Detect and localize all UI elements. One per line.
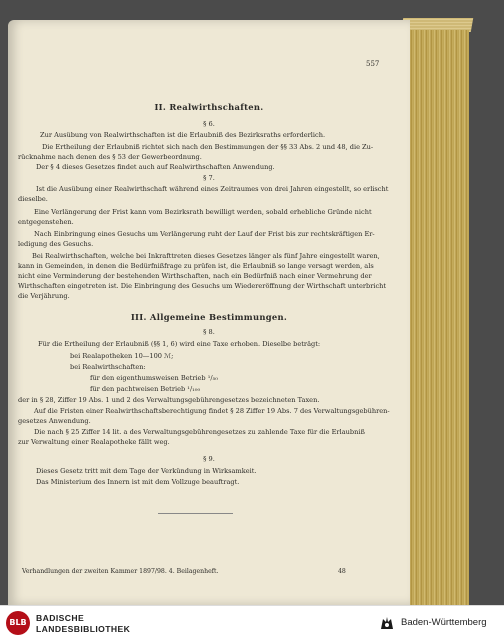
paragraph-number-6: § 6. xyxy=(203,120,215,128)
p7-line: die Verjährung. xyxy=(18,292,70,300)
p8-line: Für die Ertheilung der Erlaubniß (§§ 1, 6) wird eine Taxe erhoben. Dieselbe beträgt: xyxy=(38,340,321,348)
p8-line: Die nach § 25 Ziffer 14 lit. a des Verwaltungsgebührengesetzes zu zahlende Taxe für die Erlaubniß xyxy=(34,428,365,436)
p6-line: Die Ertheilung der Erlaubniß richtet sich nach den Bestimmungen der §§ 33 Abs. 2 und 48, die Zu- xyxy=(42,143,374,151)
p7-line: Bei Realwirthschaften, welche bei Inkrafttreten dieses Gesetzes länger als fünf Jahre eingestellt waren, xyxy=(32,252,380,260)
p8-line: gesetzes Anwendung. xyxy=(18,417,91,425)
separator-rule xyxy=(158,513,233,514)
paragraph-number-9: § 9. xyxy=(203,455,215,463)
p8-line: bei Realapotheken 10—100 ℳ; xyxy=(70,352,174,360)
p7-line: Eine Verlängerung der Frist kann vom Bezirksrath bewilligt werden, sobald erhebliche Gründe nicht xyxy=(34,208,372,216)
p8-line: für den eigenthumsweisen Betrieb ¹/₅₀ xyxy=(90,374,218,382)
p7-line: dieselbe. xyxy=(18,195,48,203)
paragraph-number-7: § 7. xyxy=(203,174,215,182)
page-stack-edge xyxy=(402,30,469,605)
p7-line: ledigung des Gesuchs. xyxy=(18,240,94,248)
p6-line: Zur Ausübung von Realwirthschaften ist die Erlaubniß des Bezirksraths erforderlich. xyxy=(40,131,326,139)
p8-line: der in § 28, Ziffer 19 Abs. 1 und 2 des Verwaltungsgebührengesetzes bezeichneten Taxen. xyxy=(18,396,320,404)
p7-line: entgegenstehen. xyxy=(18,218,74,226)
p6-line: Der § 4 dieses Gesetzes findet auch auf Realwirthschaften Anwendung. xyxy=(36,163,275,171)
section-heading-2: II. Realwirthschaften. xyxy=(154,102,264,112)
p8-line: Auf die Fristen einer Realwirthschaftsberechtigung findet § 28 Ziffer 19 Abs. 7 des Verwaltungsgebühren- xyxy=(34,407,390,415)
scanned-page xyxy=(8,20,410,605)
library-name-line2: LANDESBIBLIOTHEK xyxy=(36,624,131,634)
paragraph-number-8: § 8. xyxy=(203,328,215,336)
section-heading-3: III. Allgemeine Bestimmungen. xyxy=(130,312,288,322)
branding-bar xyxy=(0,605,504,639)
p7-line: Nach Einbringung eines Gesuchs um Verlängerung ruht der Lauf der Frist bis zur rechtskräftigen Er- xyxy=(34,230,375,238)
state-name[interactable]: Baden-Württemberg xyxy=(401,617,487,628)
page-number: 557 xyxy=(366,60,380,68)
p9-line: Das Ministerium des Innern ist mit dem Vollzuge beauftragt. xyxy=(36,478,240,486)
p8-line: für den pachtweisen Betrieb ¹/₁₀₀ xyxy=(90,385,201,393)
page-footer-source: Verhandlungen der zweiten Kammer 1897/98. 4. Beilagenheft. xyxy=(22,568,219,575)
p6-line: rücknahme nach denen des § 53 der Gewerbeordnung. xyxy=(18,153,202,161)
p8-line: bei Realwirthschaften: xyxy=(70,363,146,371)
blb-logo[interactable]: BLB xyxy=(6,611,30,635)
p8-line: zur Verwaltung einer Realapotheke fällt weg. xyxy=(18,438,170,446)
library-name-line1: BADISCHE xyxy=(36,613,85,623)
p7-line: Ist die Ausübung einer Realwirthschaft während eines Zeitraumes von drei Jahren eingestellt, so erlischt xyxy=(36,185,389,193)
p9-line: Dieses Gesetz tritt mit dem Tage der Verkündung in Wirksamkeit. xyxy=(36,467,257,475)
lion-crest-icon xyxy=(377,613,397,633)
p7-line: kann in Gemeinden, in denen die Bedürfnißfrage zu prüfen ist, die Erlaubniß so lange versagt werden, als xyxy=(18,262,374,270)
page-footer-number: 48 xyxy=(338,568,346,575)
p7-line: nicht eine Verminderung der bestehenden Wirthschaften, nach ein Bedürfniß nach einer Vermehrung der xyxy=(18,272,372,280)
p7-line: Wirthschaften eingetreten ist. Die Einbringung des Gesuchs um Wiedereröffnung der Wirthschaft unterbricht xyxy=(18,282,387,290)
